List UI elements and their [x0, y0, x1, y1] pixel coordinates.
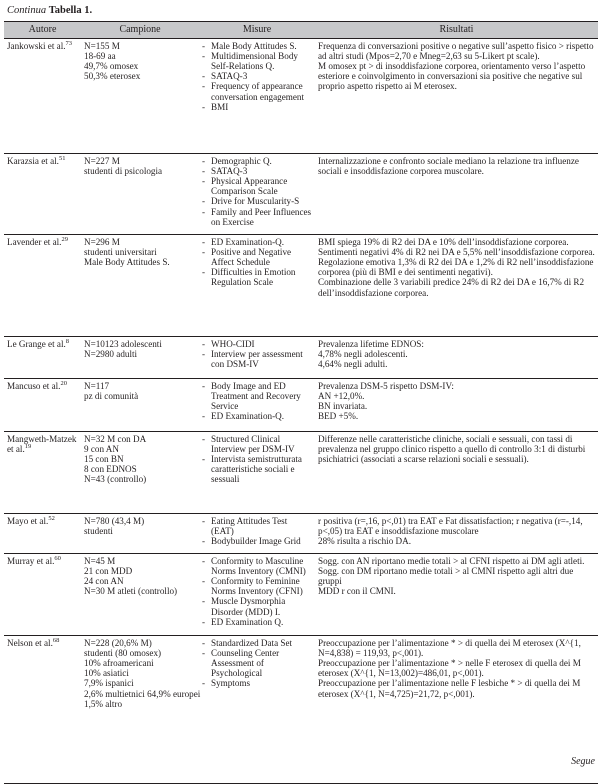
sample-line: 10% asiatici: [84, 668, 129, 679]
measures-list: [202, 516, 312, 546]
author-name: Nelson et al.: [7, 638, 53, 649]
author-name: Mancuso et al.: [7, 381, 61, 392]
measures-list: [202, 41, 312, 112]
sample-line: 21 con MDD: [84, 566, 133, 577]
continued-note: Segue: [571, 756, 595, 767]
measure-item: - Difficulties in Emotion Regulation Scale: [202, 267, 312, 287]
author-name: Murray et al.: [7, 556, 55, 567]
cell-author: [4, 39, 81, 154]
sample-line: 2,6% multietnici 64,9% europei: [84, 688, 201, 699]
measure-item: - Positive and Negative Affect Schedule: [202, 247, 312, 267]
sample-line: Male Body Attitudes S.: [84, 257, 170, 268]
author-name: Le Grange et al.: [7, 339, 66, 350]
cell-sample: [81, 636, 199, 784]
reference-number: 60: [54, 555, 61, 563]
measure-item: - Body Image and ED Treatment and Recovery Service: [202, 381, 312, 411]
cell-author: [4, 379, 81, 432]
measure-item: - Male Body Attitudes S.: [202, 41, 312, 51]
sample-line: 1,5% altro: [84, 698, 123, 709]
reference-number: 51: [58, 155, 66, 163]
caption-prefix: Continua: [7, 5, 47, 16]
header-sample: Campione: [81, 22, 199, 39]
sample-line: 7,9% ispanici: [84, 678, 134, 689]
measure-item: - Multidimensional Body Self-Relations Q.: [202, 51, 312, 71]
cell-measures: [199, 337, 315, 379]
measure-item: - BMI: [202, 102, 312, 112]
cell-results: [315, 337, 598, 379]
sample-line: N=780 (43,4 M): [84, 516, 145, 527]
table-row: [4, 432, 598, 514]
sample-line: 9 con AN: [84, 444, 119, 455]
measures-list: [202, 156, 312, 227]
reference-number: 73: [65, 40, 73, 48]
header-author: Autore: [4, 22, 81, 39]
author-name: Mayo et al.: [7, 516, 49, 527]
cell-results: [315, 636, 598, 784]
result-line: Differenze nelle caratteristiche cliniche, sociali e sessuali, con tassi di prevalenza nel gruppo clinico rispetto a quello di controllo 3:1 di disturbi psichiatrici (associati a scarse relazioni sociali e sessuali).: [318, 434, 586, 465]
author-name: Jankowski et al.: [7, 41, 66, 52]
sample-line: N=30 M atleti (controllo): [84, 586, 178, 597]
cell-results: [315, 379, 598, 432]
result-line: Sogg. con DM riportano medie totali > al CMNI rispetto agli altri due gruppi: [318, 566, 574, 587]
reference-number: 8: [65, 338, 70, 346]
measure-item: - Demographic Q.: [202, 156, 312, 166]
cell-author: [4, 235, 81, 337]
cell-measures: [199, 39, 315, 154]
table-row: [4, 514, 598, 554]
result-line: AN +12,0%.: [318, 391, 365, 402]
cell-measures: [199, 379, 315, 432]
sample-line: N=155 M: [84, 41, 120, 52]
sample-line: N=296 M: [84, 237, 120, 248]
sample-line: N=43 (controllo): [84, 474, 147, 485]
table-row: [4, 636, 598, 784]
measure-item: - Intervista semistrutturata caratteristiche sociali e sessuali: [202, 454, 312, 484]
result-line: Preoccupazione per l’alimentazione * > nelle F eterosex di quella dei M eterosex (X^{1, N=13,002)=486,01, p<,001).: [318, 658, 581, 679]
result-line: Internalizzazione e confronto sociale mediano la relazione tra influenze sociali e insoddisfazione corporea muscolare.: [318, 156, 579, 177]
sample-line: studenti di psicologia: [84, 166, 163, 177]
result-line: Prevalenza DSM-5 rispetto DSM-IV:: [318, 381, 454, 392]
table-row: [4, 235, 598, 337]
measure-item: - Counseling Center Assessment of Psychological: [202, 648, 312, 678]
sample-line: N=10123 adolescenti: [84, 339, 162, 350]
result-line: BED +5%.: [318, 411, 359, 422]
cell-measures: [199, 554, 315, 636]
measure-item: - Bodybuilder Image Grid: [202, 536, 312, 546]
sample-line: studenti (80 omosex): [84, 648, 162, 659]
table-row: [4, 554, 598, 636]
sample-line: 50,3% eterosex: [84, 71, 141, 82]
cell-measures: [199, 514, 315, 554]
sample-line: N=117: [84, 381, 110, 392]
measure-item: - Physical Appearance Comparison Scale: [202, 176, 312, 196]
table-row: [4, 39, 598, 154]
measure-item: - Muscle Dysmorphia Disorder (MDD) I.: [202, 596, 312, 616]
cell-results: [315, 432, 598, 514]
measure-item: - Frequency of appearance conversation engagement: [202, 81, 312, 101]
cell-sample: [81, 39, 199, 154]
result-line: Combinazione delle 3 variabili predice 24% di R2 dei DA e 16,7% di R2 dell’insoddisfazione corporea.: [318, 277, 585, 298]
author-name: Lavender et al.: [7, 237, 62, 248]
measure-item: - Standardized Data Set: [202, 638, 312, 648]
measure-item: - Conformity to Masculine Norms Inventory (CMNI): [202, 556, 312, 576]
result-line: 4,78% negli adolescenti.: [318, 349, 408, 360]
sample-line: N=32 M con DA: [84, 434, 147, 445]
sample-line: N=227 M: [84, 156, 120, 167]
cell-sample: [81, 432, 199, 514]
measures-list: [202, 339, 312, 369]
table-row: [4, 379, 598, 432]
table-row: [4, 154, 598, 235]
cell-results: [315, 154, 598, 235]
reference-number: 68: [52, 637, 60, 645]
sample-line: pz di comunità: [84, 391, 139, 402]
measure-item: - SATAQ-3: [202, 71, 312, 81]
measure-item: - WHO-CIDI: [202, 339, 312, 349]
result-line: Prevalenza lifetime EDNOS:: [318, 339, 424, 350]
author-name: Mangweth-Matzek et al.: [7, 434, 77, 455]
measure-item: - ED Examination Q.: [202, 617, 312, 627]
sample-line: 10% afroamericani: [84, 658, 154, 669]
cell-measures: [199, 636, 315, 784]
header-results: Risultati: [315, 22, 598, 39]
result-line: Preoccupazione per l’alimentazione * > di quella dei M eterosex (X^{1, N=4,838) = 119,93, p<,001).: [318, 638, 581, 659]
measures-list: [202, 556, 312, 627]
cell-author: [4, 554, 81, 636]
measures-list: [202, 638, 312, 688]
measure-item: - ED Examination-Q.: [202, 237, 312, 247]
measure-item: - Interview per assessment con DSM-IV: [202, 349, 312, 369]
measure-item: - Eating Attitudes Test (EAT): [202, 516, 312, 536]
cell-author: [4, 636, 81, 784]
cell-measures: [199, 235, 315, 337]
result-line: BMI spiega 19% di R2 dei DA e 10% dell’insoddisfazione corporea.: [318, 237, 569, 248]
result-line: BN invariata.: [318, 401, 368, 412]
reference-number: 29: [61, 236, 68, 244]
sample-line: 49,7% omosex: [84, 61, 139, 72]
cell-author: [4, 432, 81, 514]
sample-line: 24 con AN: [84, 576, 124, 587]
result-line: r positiva (r=,16, p<,01) tra EAT e Fat dissatisfaction; r negativa (r=-,14, p<,05) tra EAT e insoddisfazione muscolare: [318, 516, 583, 537]
sample-line: N=2980 adulti: [84, 349, 138, 360]
cell-author: [4, 337, 81, 379]
measure-item: - Conformity to Feminine Norms Inventory (CFNI): [202, 576, 312, 596]
sample-line: 8 con EDNOS: [84, 464, 137, 475]
measure-item: - Symptoms: [202, 678, 312, 688]
result-line: 28% risulta a rischio DA.: [318, 536, 412, 547]
cell-author: [4, 154, 81, 235]
cell-measures: [199, 432, 315, 514]
result-line: M omosex pt > di insoddisfazione corporea, orientamento verso l’aspetto esteriore e coinvolgimento in conversazioni sia positive che negative sul proprio aspetto rispetto ai M eterosex.: [318, 61, 586, 92]
cell-author: [4, 514, 81, 554]
sample-line: 15 con BN: [84, 454, 124, 465]
reference-number: 20: [60, 380, 67, 388]
cell-results: [315, 235, 598, 337]
table-row: [4, 337, 598, 379]
cell-results: [315, 554, 598, 636]
measure-item: - SATAQ-3: [202, 166, 312, 176]
cell-sample: [81, 154, 199, 235]
result-line: Sentimenti negativi 4% di R2 nei DA e 5,5% nell’insoddisfazione corporea.: [318, 247, 595, 258]
result-line: Sogg. con AN riportano medie totali > al CFNI rispetto ai DM agli atleti.: [318, 556, 585, 567]
table-header-row: [4, 22, 598, 39]
sample-line: studenti: [84, 526, 113, 537]
result-line: 4,64% negli adulti.: [318, 359, 388, 370]
caption-label: Tabella 1.: [48, 5, 93, 16]
measures-list: [202, 381, 312, 421]
cell-sample: [81, 235, 199, 337]
measure-item: - Drive for Muscularity-S: [202, 196, 312, 206]
measure-item: - Family and Peer Influences on Exercise: [202, 207, 312, 227]
result-line: MDD r con il CMNI.: [318, 586, 396, 597]
cell-measures: [199, 154, 315, 235]
studies-table: [4, 21, 598, 784]
measures-list: [202, 434, 312, 484]
result-line: Preoccupazione per l’alimentazione nelle F lesbiche * > di quella dei M eterosex (X^{1, N=4,725)=21,72, p<,001).: [318, 678, 581, 699]
table-caption: [7, 5, 92, 16]
result-line: Regolazione emotiva 1,3% di R2 dei DA e 1,2% di R2 nell’insoddisfazione corporea (più di BMI e dei sentimenti negativi).: [318, 257, 594, 278]
sample-line: N=45 M: [84, 556, 116, 567]
cell-sample: [81, 379, 199, 432]
sample-line: 18-69 aa: [84, 51, 116, 62]
table-body: [4, 39, 598, 784]
reference-number: 52: [48, 515, 55, 523]
measure-item: - ED Examination-Q.: [202, 411, 312, 421]
cell-sample: [81, 514, 199, 554]
author-name: Karazsia et al.: [7, 156, 59, 167]
cell-sample: [81, 554, 199, 636]
cell-results: [315, 514, 598, 554]
measure-item: - Structured Clinical Interview per DSM-IV: [202, 434, 312, 454]
cell-results: [315, 39, 598, 154]
result-line: Frequenza di conversazioni positive o negative sull’aspetto fisico > rispetto ad altri studi (Mpos=2,70 e Mneg=2,63 su 5-Likert pt scale).: [318, 41, 594, 62]
sample-line: studenti universitari: [84, 247, 157, 258]
sample-line: N=228 (20,6% M): [84, 638, 152, 649]
cell-sample: [81, 337, 199, 379]
reference-number: 19: [24, 443, 32, 451]
measures-list: [202, 237, 312, 287]
header-measures: Misure: [199, 22, 315, 39]
